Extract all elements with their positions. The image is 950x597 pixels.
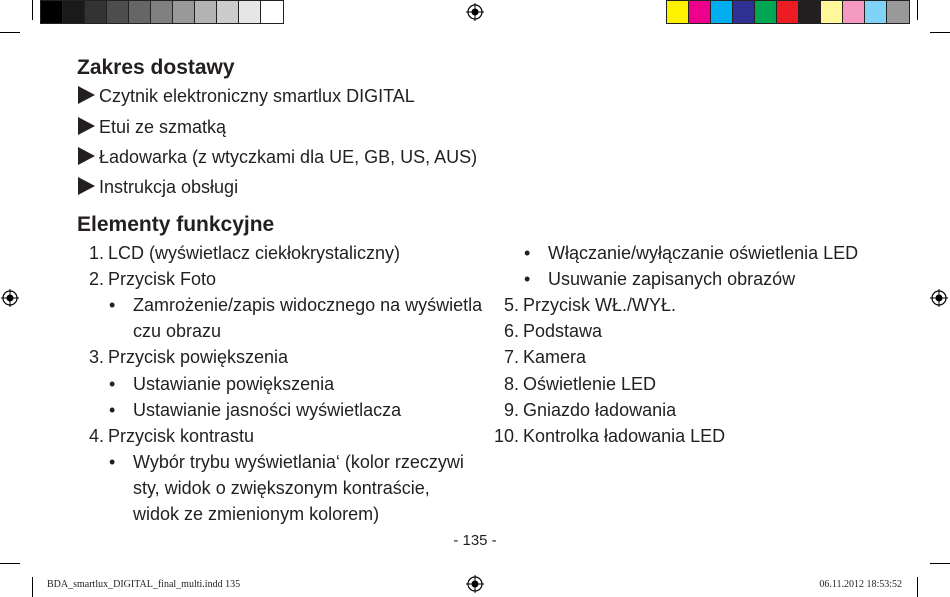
bullet-dot-icon: • [109, 373, 116, 394]
list-item-text: Kamera [523, 347, 587, 368]
list-item-text: Gniazdo ładowania [523, 399, 677, 420]
bullet-dot-icon: • [524, 269, 531, 290]
list-item [78, 176, 238, 198]
color-swatch [843, 1, 865, 23]
color-swatch [151, 1, 173, 23]
bullet-dot-icon: • [109, 399, 116, 420]
color-swatch [173, 1, 195, 23]
list-number: 1. [88, 243, 104, 263]
color-swatch [107, 1, 129, 23]
registration-mark-icon [930, 289, 948, 307]
list-item-text: Przycisk Foto [108, 269, 217, 290]
list-number: 8. [503, 373, 519, 394]
registration-mark-icon [466, 3, 484, 21]
color-swatch [799, 1, 821, 23]
list-number: 5. [503, 295, 519, 316]
list-item [78, 85, 415, 107]
crop-mark-bottom-left-h [0, 563, 20, 564]
crop-mark-top-right-h [930, 32, 950, 33]
bullet-dot-icon: • [109, 451, 116, 472]
color-swatch [85, 1, 107, 23]
sub-item-text: Usuwanie zapisanych obrazów [548, 269, 796, 290]
sub-item-text: sty, widok o zwiększonym kontraście, [133, 477, 430, 498]
list-item [78, 116, 226, 138]
crop-mark-bottom-left-v [32, 577, 33, 597]
color-swatch [865, 1, 887, 23]
color-swatch [777, 1, 799, 23]
color-swatch [217, 1, 239, 23]
list-item-text: Kontrolka ładowania LED [523, 425, 726, 446]
footer-filename: BDA_smartlux_DIGITAL_final_multi.indd 135 [47, 579, 241, 590]
triangle-bullet-icon [78, 117, 95, 135]
list-item [78, 146, 477, 168]
bullet-dot-icon: • [524, 243, 531, 263]
registration-mark-icon [466, 575, 484, 593]
sub-item-text: Ustawianie jasności wyświetlacza [133, 399, 402, 420]
color-swatch [667, 1, 689, 23]
list-item-text: LCD (wyświetlacz ciekłokrystaliczny) [108, 243, 401, 263]
crop-mark-top-left-h [0, 32, 20, 33]
color-swatch [821, 1, 843, 23]
sub-item-text: Zamrożenie/zapis widocznego na wyświetla [133, 295, 483, 316]
crop-mark-bottom-right-h [930, 563, 950, 564]
footer-timestamp: 06.11.2012 18:53:52 [819, 579, 902, 590]
color-swatch [689, 1, 711, 23]
registration-mark-icon [1, 289, 19, 307]
grayscale-color-bar [40, 0, 284, 24]
list-number: 2. [88, 269, 104, 290]
list-item-text: Ładowarka (z wtyczkami dla UE, GB, US, AUS) [99, 147, 478, 167]
color-swatch [261, 1, 283, 23]
color-swatch [733, 1, 755, 23]
color-swatch [711, 1, 733, 23]
list-item-text: Instrukcja obsługi [99, 177, 239, 197]
crop-mark-top-right-v [917, 0, 918, 20]
list-number: 6. [503, 321, 519, 342]
sub-item-text: Wybór trybu wyświetlania‘ (kolor rzeczywi [133, 451, 464, 472]
page-number: - 135 - [453, 532, 497, 549]
sub-item-text: czu obrazu [133, 321, 222, 342]
color-swatch [63, 1, 85, 23]
color-swatch [239, 1, 261, 23]
section-heading-functional-elements: Elementy funkcyjne [77, 213, 275, 236]
list-item-text: Przycisk kontrastu [108, 425, 255, 446]
list-item-text: Oświetlenie LED [523, 373, 657, 394]
sub-item-text: Włączanie/wyłączanie oświetlenia LED [548, 243, 859, 263]
list-item-text: Czytnik elektroniczny smartlux DIGITAL [99, 86, 415, 106]
list-item-text: Etui ze szmatką [99, 117, 227, 137]
crop-mark-bottom-right-v [917, 577, 918, 597]
triangle-bullet-icon [78, 147, 95, 165]
color-swatch [195, 1, 217, 23]
list-item-text: Przycisk WŁ./WYŁ. [523, 295, 677, 316]
list-number: 9. [503, 399, 519, 420]
section-heading-delivery: Zakres dostawy [77, 56, 235, 79]
triangle-bullet-icon [78, 86, 95, 104]
list-number: 7. [503, 347, 519, 368]
color-swatch [755, 1, 777, 23]
color-swatch [887, 1, 909, 23]
list-item-text: Podstawa [523, 321, 603, 342]
bullet-dot-icon: • [109, 295, 116, 316]
color-swatch [41, 1, 63, 23]
list-number: 10. [493, 425, 519, 446]
color-swatch [129, 1, 151, 23]
crop-mark-top-left-v [32, 0, 33, 20]
sub-item-text: Ustawianie powiększenia [133, 373, 335, 394]
list-number: 3. [88, 347, 104, 368]
triangle-bullet-icon [78, 177, 95, 195]
list-item-text: Przycisk powiększenia [108, 347, 289, 368]
sub-item-text: widok ze zmienionym kolorem) [133, 504, 380, 524]
list-number: 4. [88, 425, 104, 446]
process-color-bar [666, 0, 910, 24]
